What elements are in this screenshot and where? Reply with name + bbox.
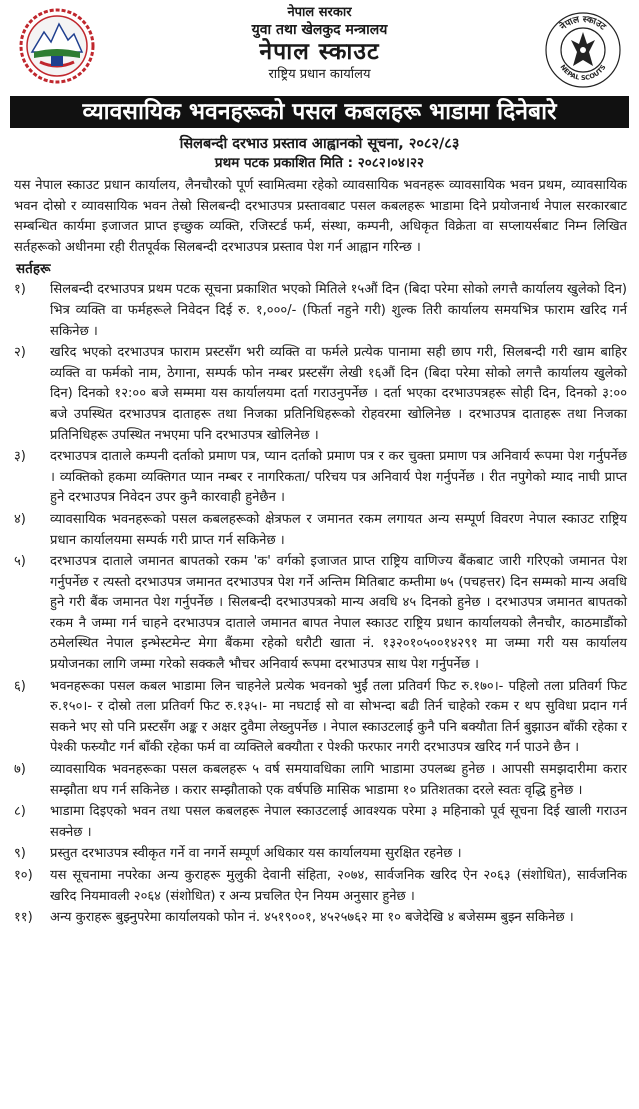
- nepal-government-emblem-icon: [18, 6, 96, 84]
- nepal-scouts-logo-icon: [543, 10, 623, 90]
- letterhead-text: [128, 4, 511, 83]
- term-number: ८): [14, 804, 26, 820]
- organization-name: नेपाल स्काउट: [259, 39, 380, 65]
- term-text: सिलबन्दी दरभाउपत्र प्रथम पटक सूचना प्रकाशित भएको मितिले १५औं दिन (बिदा परेमा सोको लगत्तै कार्यालय खुलेको दिन) भित्र व्यक्ति वा फर्महरूले निवेदन दिई रु. १,०००/- (फिर्ता नहुने गरी) शुल्क तिरी कार्यालय समयभित्र फाराम खरिद गर्न सकिनेछ ।: [50, 282, 627, 339]
- scout-ring-text-en: NEPAL SCOUTS: [558, 63, 608, 83]
- term-number: ६): [14, 678, 26, 694]
- ministry-line: युवा तथा खेलकुद मन्त्रालय: [251, 22, 388, 38]
- term-number: ११): [14, 910, 33, 926]
- term-number: १०): [14, 868, 33, 883]
- term-number: ९): [14, 846, 26, 862]
- term-number: ७): [14, 762, 26, 778]
- term-number: ४): [14, 511, 26, 527]
- intro-paragraph: यस नेपाल स्काउट प्रधान कार्यालय, लैनचौरको पूर्ण स्वामित्वमा रहेको व्यावसायिक भवनहरू व्यावसायिक भवन प्रथम, व्यावसायिक भवन दोस्रो र व्यावसायिक भवन तेस्रो सिलबन्दी दरभाउपत्र प्रस्तावबाट पसल कबलहरू भाडामा दिने प्रयोजनार्थ नेपाल सरकारबाट सम्बन्धित कार्यमा इजाजत प्राप्त इच्छुक व्यक्ति, रजिस्टर्ड फर्म, संस्था, कम्पनी, अधिकृत विक्रेता वा सप्लायर्सबाट निम्न लिखित सर्तहरूको अधीनमा रही रीतपूर्वक सिलबन्दी दरभाउपत्र प्रस्ताव पेश गर्न आह्वान गरिन्छ ।: [14, 178, 627, 255]
- publish-date: प्रथम पटक प्रकाशित मिति : २०८२।०४।२२: [214, 155, 425, 171]
- term-text: प्रस्तुत दरभाउपत्र स्वीकृत गर्ने वा नगर्ने सम्पूर्ण अधिकार यस कार्यालयमा सुरक्षित रहनेछ ।: [50, 846, 462, 862]
- letterhead: [8, 0, 631, 96]
- term-item: [14, 908, 627, 929]
- term-text: व्यावसायिक भवनहरूका पसल कबलहरू ५ वर्ष समयावधिका लागि भाडामा उपलब्ध हुनेछ । आपसी समझदारीमा करार सम्झौता थप गर्न सकिनेछ । करार सम्झौताको एक वर्षपछि मासिक भाडामा १० प्रतिशतका दरले स्वतः वृद्धि हुनेछ ।: [50, 762, 627, 798]
- term-item: [14, 447, 627, 509]
- term-item: [14, 677, 627, 759]
- term-item: [14, 844, 627, 865]
- term-text: भवनहरूका पसल कबल भाडामा लिन चाहनेले प्रत्येक भवनको भुईं तला प्रतिवर्ग फिट रु.१७०।- पहिलो तला प्रतिवर्ग फिट रु.१५०।- र दोस्रो तला प्रतिवर्ग फिट रु.१३५।- मा नघटाई सो वा सोभन्दा बढी तिर्न चाहेको रकम र थप सुविधा प्रदान गर्न सकने भए सो पनि प्रस्टसँग अङ्क र अक्षर दुवैमा लेख्नुपर्नेछ । नेपाल स्काउटलाई कुनै पनि बक्यौता तिर्न बुझाउन बाँकी रहेका र पेश्की फस्र्यौट गर्न बाँकी रहेका फर्म वा व्यक्तिले बक्यौता र पेश्की फरफार नगरी दरभाउपत्र खरिद गर्न पाउने छैन ।: [50, 678, 627, 756]
- term-number: ३): [14, 449, 26, 465]
- term-item: [14, 760, 627, 801]
- term-text: खरिद भएको दरभाउपत्र फाराम प्रस्टसँग भरी व्यक्ति वा फर्मले प्रत्येक पानामा सही छाप गरी, सिलबन्दी गरी खाम बाहिर व्यक्ति वा फर्मको नाम, ठेगाना, सम्पर्क फोन नम्बर प्रस्टसँग लेखी १६औं दिन (बिदा परेमा सोको लगत्तै कार्यालय खुलेको दिन) दिनको १२:०० बजे सम्ममा यस कार्यालयमा दर्ता गराउनुपर्नेछ । दर्ता भएका दरभाउपत्रहरू सोही दिन, दिनको ३:०० बजे उपस्थित दरभाउपत्र दाताहरू तथा निजका प्रतिनिधिहरूको रोहवरमा खोलिनेछ । दरभाउपत्र दाताहरू तथा निजका प्रतिनिधिहरू उपस्थित नभएमा पनि दरभाउपत्र खोलिनेछ ।: [50, 345, 627, 443]
- office-line: राष्ट्रिय प्रधान कार्यालय: [268, 67, 371, 82]
- notice-banner: व्यावसायिक भवनहरूको पसल कबलहरू भाडामा दिनेबारे: [10, 96, 629, 128]
- term-text: यस सूचनामा नपरेका अन्य कुराहरू मुलुकी देवानी संहिता, २०७४, सार्वजनिक खरिद ऐन २०६३ (संशोधित), सार्वजनिक खरिद नियमावली २०६४ (संशोधित) र अन्य प्रचलित ऐन नियम अनुसार हुनेछ ।: [50, 868, 627, 904]
- government-line: नेपाल सरकार: [287, 5, 352, 20]
- term-text: व्यावसायिक भवनहरूको पसल कबलहरूको क्षेत्रफल र जमानत रकम लगायत अन्य सम्पूर्ण विवरण नेपाल स्काउट राष्ट्रिय प्रधान कार्यालयमा सम्पर्क गरी प्राप्त गर्न सकिनेछ ।: [50, 511, 627, 548]
- term-text: अन्य कुराहरू बुझ्नुपरेमा कार्यालयको फोन नं. ४५१९००१, ४५२५७६२ मा १० बजेदेखि ४ बजेसम्म बुझ्न सकिनेछ ।: [50, 910, 574, 926]
- term-text: दरभाउपत्र दाताले जमानत बापतको रकम 'क' वर्गको इजाजत प्राप्त राष्ट्रिय वाणिज्य बैंकबाट जारी गरिएको जमानत पेश गर्नुपर्नेछ र त्यस्तो दरभाउपत्र जमानत दरभाउपत्र पेश गर्ने अन्तिम मितिबाट कम्तीमा ७५ (पचहत्तर) दिन सम्मको मान्य अवधि हुने गरी बैंक जमानत पेश गर्नुपर्नेछ । सिलबन्दी दरभाउपत्रको मान्य अवधि ४५ दिनको हुनेछ । दरभाउपत्र जमानत बापतको रकम नै जम्मा गर्न चाहने दरभाउपत्र दाताले जमानत बापत नेपाल स्काउट राष्ट्रिय प्रधान कार्यालयको लैनचौर, काठमाडौंको ठमेलस्थित नेपाल इन्भेस्टमेन्ट मेगा बैंकमा रहेको धरौटी खाता नं. १३२०१०५००१४२९१ मा जम्मा गरी यस कार्यालय प्रयोजनका लागि जम्मा गरेको सक्कलै भौचर अनिवार्य रूपमा दरभाउपत्र साथ पेश गर्नुपर्नेछ ।: [50, 554, 627, 673]
- term-number: ५): [14, 554, 26, 570]
- term-item: [14, 552, 627, 676]
- term-item: [14, 802, 627, 843]
- term-item: [14, 866, 627, 907]
- term-item: [14, 343, 627, 446]
- term-number: २): [14, 345, 26, 361]
- notice-title: सिलबन्दी दरभाउ प्रस्ताव आह्वानको सूचना, २०८२/८३: [179, 136, 460, 152]
- term-number: १): [14, 282, 26, 298]
- scout-ring-text: नेपाल स्काउट: [558, 14, 608, 33]
- terms-list: [8, 280, 631, 928]
- term-item: [14, 280, 627, 342]
- term-item: [14, 510, 627, 551]
- term-text: भाडामा दिइएको भवन तथा पसल कबलहरू नेपाल स्काउटलाई आवश्यक परेमा ३ महिनाको पूर्व सूचना दिई खाली गराउन सक्नेछ ।: [50, 804, 627, 840]
- terms-heading: सर्तहरू: [16, 261, 51, 278]
- term-text: दरभाउपत्र दाताले कम्पनी दर्ताको प्रमाण पत्र, प्यान दर्ताको प्रमाण पत्र र कर चुक्ता प्रमाण पत्र अनिवार्य रूपमा पेश गर्नुपर्नेछ । व्यक्तिको हकमा व्यक्तिगत प्यान नम्बर र नागरिकता/ परिचय पत्र अनिवार्य पेश गर्नुपर्नेछ । रीत नपुगेको म्याद नाघी प्राप्त हुने दरभाउपत्र निवेदन उपर कुनै कारवाही हुनेछैन ।: [50, 449, 627, 506]
